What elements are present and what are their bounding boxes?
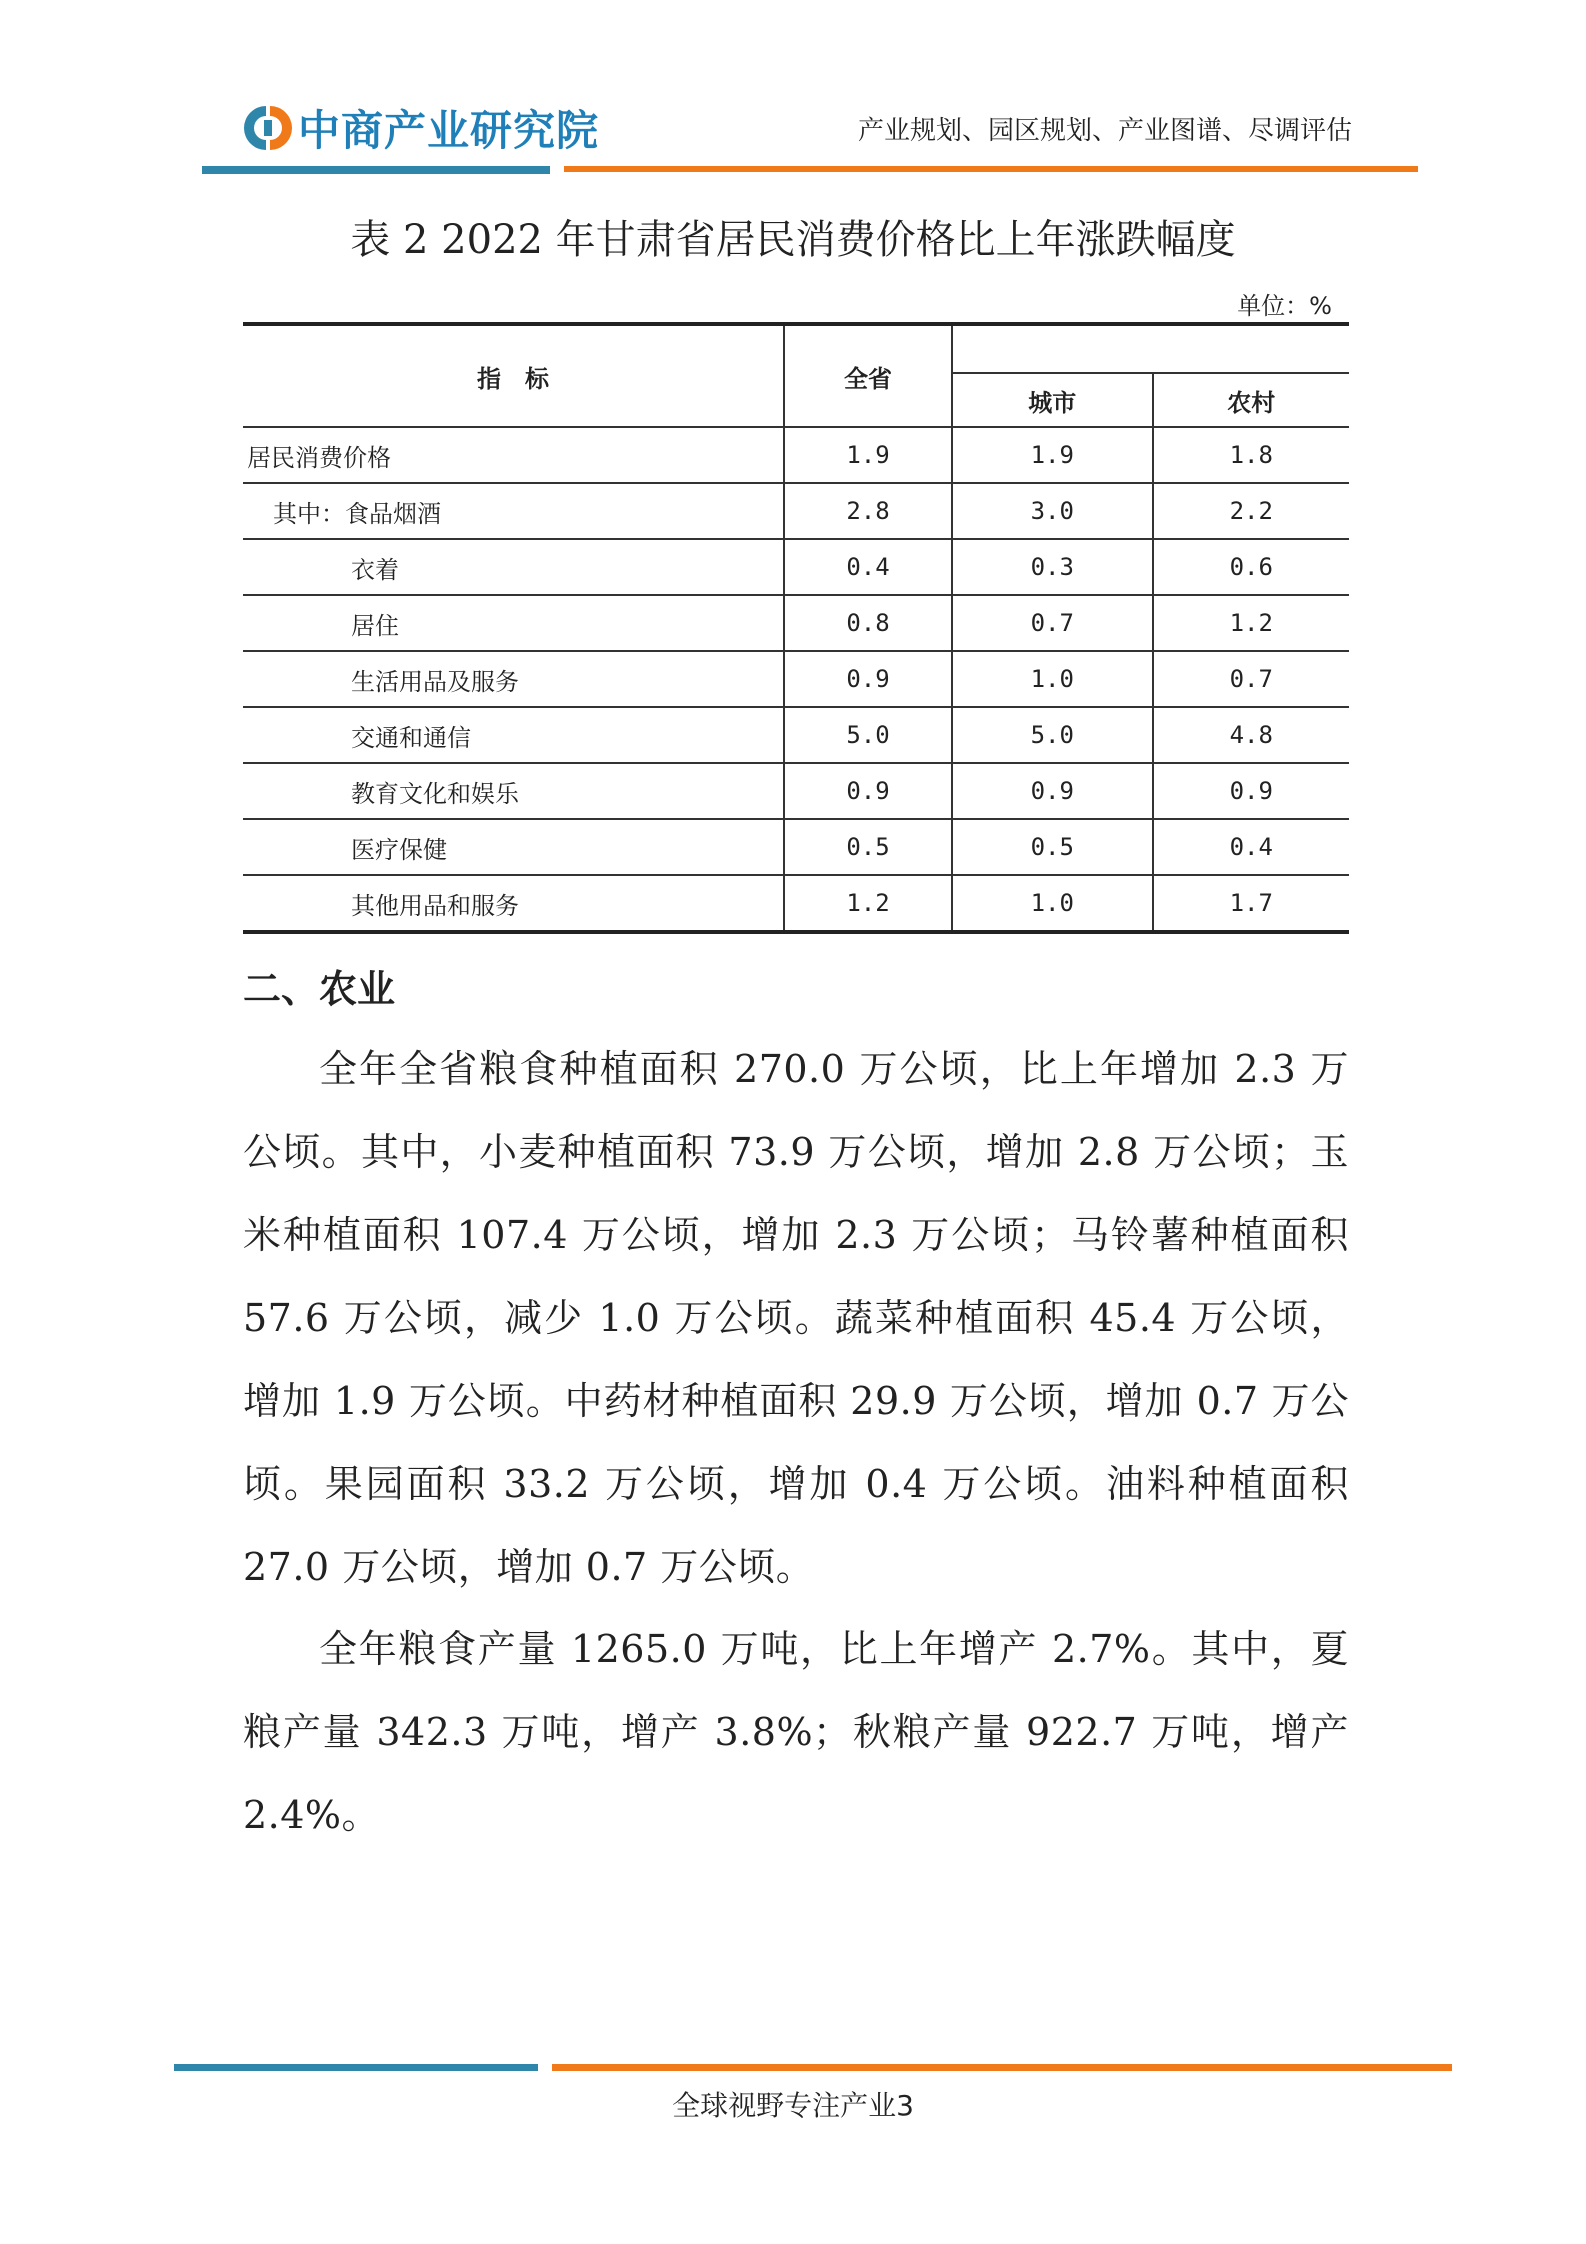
cell-city: 5.0 <box>952 707 1153 763</box>
cell-rural: 1.2 <box>1153 595 1350 651</box>
brand-logo[interactable] <box>240 98 599 158</box>
cell-city: 0.7 <box>952 595 1153 651</box>
footer-rule-blue <box>174 2064 538 2071</box>
header-indicator: 指 标 <box>243 324 784 427</box>
header-province: 全省 <box>784 324 952 427</box>
cell-city: 0.5 <box>952 819 1153 875</box>
table-row <box>243 707 1349 763</box>
logo-text: 中商产业研究院 <box>298 106 600 155</box>
table-row <box>243 427 1349 483</box>
cell-rural: 4.8 <box>1153 707 1350 763</box>
header-rule-orange <box>564 166 1418 172</box>
cell-province: 1.2 <box>784 875 952 932</box>
cell-province: 5.0 <box>784 707 952 763</box>
cell-city: 1.0 <box>952 875 1153 932</box>
cell-province: 0.8 <box>784 595 952 651</box>
cell-city: 0.3 <box>952 539 1153 595</box>
paragraph-planting-area: 全年全省粮食种植面积 270.0 万公顷，比上年增加 2.3 万公顷。其中，小麦种植面积 73.9 万公顷，增加 2.8 万公顷；玉米种植面积 107.4 万公顷，增加 2.3 万公顷；马铃薯种植面积 57.6 万公顷，减少 1.0 万公顷。蔬菜种植面积 45.4 万公顷，增加 1.9 万公顷。中药材种植面积 29.9 万公顷，增加 0.7 万公顷。果园面积 33.2 万公顷，增加 0.4 万公顷。油料种植面积 27.0 万公顷，增加 0.7 万公顷。 <box>243 1047 1349 1589</box>
row-name: 居住 <box>243 595 784 651</box>
cell-province: 2.8 <box>784 483 952 539</box>
cell-city: 1.0 <box>952 651 1153 707</box>
logo-icon <box>240 102 292 154</box>
section-heading: 二、农业 <box>243 966 396 1011</box>
table-row <box>243 875 1349 932</box>
table-row <box>243 763 1349 819</box>
cell-rural: 0.4 <box>1153 819 1350 875</box>
row-name: 居民消费价格 <box>243 427 784 483</box>
page-header <box>0 0 1586 180</box>
row-name: 交通和通信 <box>243 707 784 763</box>
cpi-table <box>243 322 1349 934</box>
table-row <box>243 595 1349 651</box>
row-name: 衣着 <box>243 539 784 595</box>
row-name: 其他用品和服务 <box>243 875 784 932</box>
table-row <box>243 483 1349 539</box>
table-title: 表 2 2022 年甘肃省居民消费价格比上年涨跌幅度 <box>350 217 1236 263</box>
table-unit: 单位：% <box>1237 292 1332 320</box>
row-name: 医疗保健 <box>243 819 784 875</box>
cell-province: 0.5 <box>784 819 952 875</box>
cell-rural: 2.2 <box>1153 483 1350 539</box>
cell-province: 1.9 <box>784 427 952 483</box>
footer-rule-orange <box>552 2064 1452 2071</box>
header-rule-blue <box>202 166 550 174</box>
table-row <box>243 539 1349 595</box>
cell-rural: 0.9 <box>1153 763 1350 819</box>
cell-city: 3.0 <box>952 483 1153 539</box>
paragraph-grain-output: 全年粮食产量 1265.0 万吨，比上年增产 2.7%。其中，夏粮产量 342.3 万吨，增产 3.8%；秋粮产量 922.7 万吨，增产 2.4%。 <box>243 1627 1349 1837</box>
cell-province: 0.9 <box>784 763 952 819</box>
footer-text: 全球视野专注产业3 <box>672 2089 914 2122</box>
row-name: 教育文化和娱乐 <box>243 763 784 819</box>
cell-province: 0.4 <box>784 539 952 595</box>
row-name: 生活用品及服务 <box>243 651 784 707</box>
header-spacer <box>952 324 1349 373</box>
header-city: 城市 <box>952 373 1153 427</box>
table-row <box>243 651 1349 707</box>
cell-city: 0.9 <box>952 763 1153 819</box>
header-rural: 农村 <box>1153 373 1350 427</box>
cell-rural: 0.7 <box>1153 651 1350 707</box>
table-row <box>243 819 1349 875</box>
cell-city: 1.9 <box>952 427 1153 483</box>
cell-rural: 1.7 <box>1153 875 1350 932</box>
header-slogan: 产业规划、园区规划、产业图谱、尽调评估 <box>857 116 1352 146</box>
cell-rural: 0.6 <box>1153 539 1350 595</box>
cell-rural: 1.8 <box>1153 427 1350 483</box>
row-name: 其中：食品烟酒 <box>243 483 784 539</box>
cell-province: 0.9 <box>784 651 952 707</box>
